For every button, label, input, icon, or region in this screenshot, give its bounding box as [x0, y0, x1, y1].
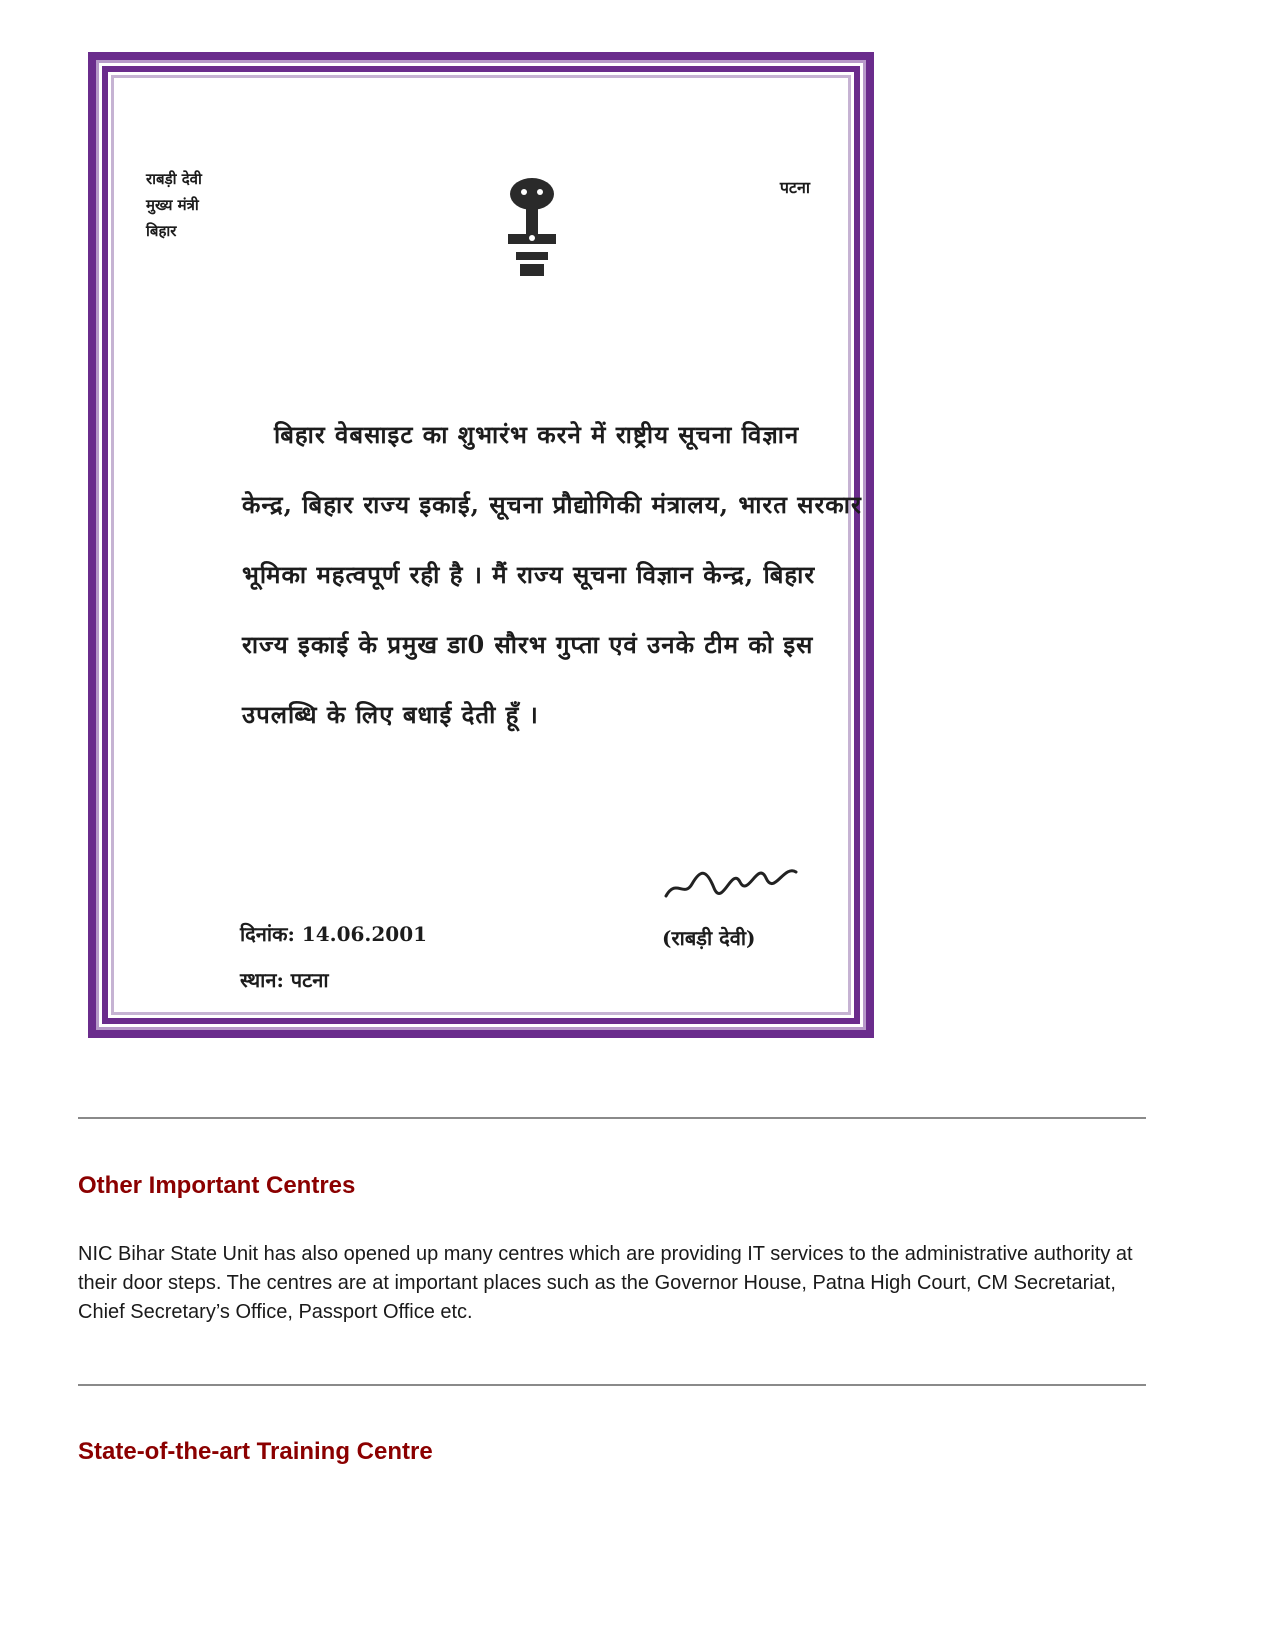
sender-name: राबड़ी देवी: [146, 170, 202, 188]
divider: [78, 1117, 1146, 1119]
letter-body-line: केन्द्र, बिहार राज्य इकाई, सूचना प्रौद्योगिकी मंत्रालय, भारत सरकार: [242, 490, 862, 519]
place-label: स्थान:: [240, 968, 284, 992]
sender-block: [146, 166, 202, 244]
divider: [78, 1384, 1146, 1386]
national-emblem-icon: [494, 164, 570, 282]
place-value: पटना: [290, 968, 329, 992]
date-label: दिनांक:: [240, 922, 295, 946]
letter-body-line: भूमिका महत्वपूर्ण रही है । मैं राज्य सूचना विज्ञान केन्द्र, बिहार: [242, 560, 816, 589]
sender-title: मुख्य मंत्री: [146, 196, 199, 214]
letter-body-line: राज्य इकाई के प्रमुख डा0 सौरभ गुप्ता एवं उनके टीम को इस: [242, 630, 814, 659]
letter-place: [240, 966, 329, 993]
sender-state: बिहार: [146, 222, 177, 240]
section-heading: Other Important Centres: [78, 1172, 356, 1199]
letter-paper: [111, 75, 862, 1015]
letter-place-top: पटना: [779, 178, 810, 197]
letter-body-line: उपलब्धि के लिए बधाई देती हूँ ।: [242, 700, 539, 729]
section-paragraph: NIC Bihar State Unit has also opened up many centres which are providing IT services to the administrative authority at their door steps. The centres are at important places such as the Governor House, Patna High Court, CM Secretariat, Chief Secretary’s Office, Passport Office etc.: [78, 1243, 1133, 1323]
letter-body-line: बिहार वेबसाइट का शुभारंभ करने में राष्ट्रीय सूचना विज्ञान: [274, 420, 800, 449]
section-heading: State-of-the-art Training Centre: [78, 1438, 433, 1465]
handwritten-signature: [662, 848, 802, 908]
signatory-name: (राबड़ी देवी): [662, 926, 756, 950]
letter-image-frame: [88, 52, 874, 1038]
date-value: 14.06.2001: [301, 922, 428, 946]
letter-date: [240, 920, 427, 947]
